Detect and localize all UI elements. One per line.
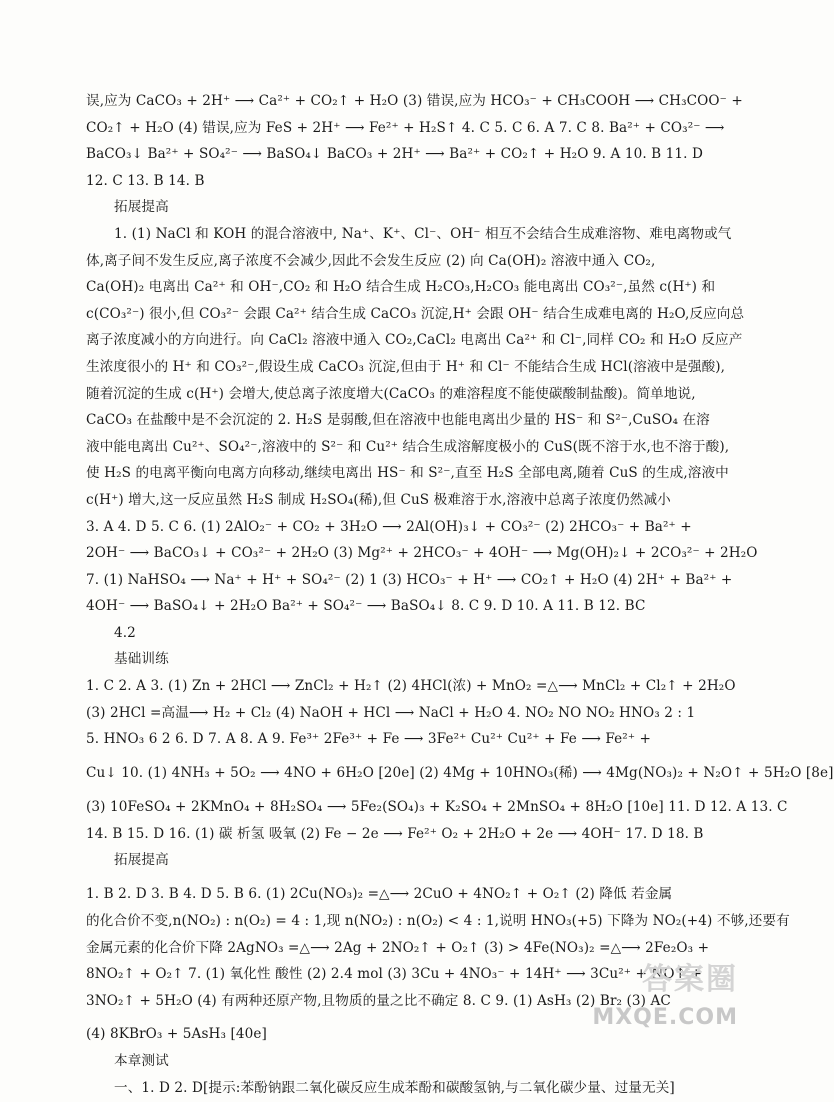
watermark-logo-text: 答案圈 bbox=[642, 962, 738, 997]
section-heading: 本章测试 bbox=[114, 1053, 169, 1070]
site-watermark bbox=[592, 944, 750, 1036]
text-line: 液中能电离出 Cu²⁺、SO₄²⁻,溶液中的 S²⁻ 和 Cu²⁺ 结合生成溶解度极小的 CuS(既不溶于水,也不溶于酸), bbox=[86, 438, 730, 455]
text-line: CO₂↑ + H₂O (4) 错误,应为 FeS + 2H⁺ ⟶ Fe²⁺ + H₂S↑ 4. C 5. C 6. A 7. C 8. Ba²⁺ + CO₃²⁻ ⟶ bbox=[86, 119, 725, 136]
text-line: 14. B 15. D 16. (1) 碳 析氢 吸氧 (2) Fe − 2e ⟶ Fe²⁺ O₂ + 2H₂O + 2e ⟶ 4OH⁻ 17. D 18. B bbox=[86, 825, 704, 842]
text-line: (4) 8KBrO₃ + 5AsH₃ [40e] bbox=[86, 1026, 267, 1043]
text-line: 一、1. D 2. D[提示:苯酚钠跟二氧化碳反应生成苯酚和碳酸氢钠,与二氧化碳少量、过量无关] bbox=[114, 1080, 675, 1096]
section-heading: 拓展提高 bbox=[114, 199, 169, 216]
text-line: 生浓度很小的 H⁺ 和 CO₃²⁻,假设生成 CaCO₃ 沉淀,但由于 H⁺ 和 Cl⁻ 不能结合生成 HCl(溶液中是强酸), bbox=[86, 358, 726, 375]
text-line: Cu↓ 10. (1) 4NH₃ + 5O₂ ⟶ 4NO + 6H₂O [20e] (2) 4Mg + 10HNO₃(稀) ⟶ 4Mg(NO₃)₂ + N₂O↑ + 5H₂O [8e] bbox=[86, 764, 834, 781]
text-line: 12. C 13. B 14. B bbox=[86, 172, 205, 189]
text-line: 1. C 2. A 3. (1) Zn + 2HCl ⟶ ZnCl₂ + H₂↑ (2) 4HCl(浓) + MnO₂ =△⟶ MnCl₂ + Cl₂↑ + 2H₂O bbox=[86, 678, 736, 695]
text-line: 4.2 bbox=[114, 624, 136, 641]
text-line: 金属元素的化合价下降 2AgNO₃ =△⟶ 2Ag + 2NO₂↑ + O₂↑ (3) > 4Fe(NO₃)₂ =△⟶ 2Fe₂O₃ + bbox=[86, 939, 710, 956]
text-line: 7. (1) NaHSO₄ ⟶ Na⁺ + H⁺ + SO₄²⁻ (2) 1 (3) HCO₃⁻ + H⁺ ⟶ CO₂↑ + H₂O (4) 2H⁺ + Ba²⁺ + bbox=[86, 571, 733, 588]
section-heading: 基础训练 bbox=[114, 651, 169, 668]
text-line: 体,离子间不发生反应,离子浓度不会减少,因此不会发生反应 (2) 向 Ca(OH)₂ 溶液中通入 CO₂, bbox=[86, 252, 656, 269]
text-line: CaCO₃ 在盐酸中是不会沉淀的 2. H₂S 是弱酸,但在溶液中也能电离出少量的 HS⁻ 和 S²⁻,CuSO₄ 在溶 bbox=[86, 412, 710, 429]
text-line: 误,应为 CaCO₃ + 2H⁺ ⟶ Ca²⁺ + CO₂↑ + H₂O (3) 错误,应为 HCO₃⁻ + CH₃COOH ⟶ CH₃COO⁻ + bbox=[86, 93, 743, 109]
text-line: 3NO₂↑ + 5H₂O (4) 有两种还原产物,且物质的量之比不确定 8. C 9. (1) AsH₃ (2) Br₂ (3) AC bbox=[86, 992, 671, 1009]
text-line: 随着沉淀的生成 c(H⁺) 会增大,使总离子浓度增大(CaCO₃ 的难溶程度不能使碳酸制盐酸)。简单地说, bbox=[86, 385, 696, 402]
text-line: 2OH⁻ ⟶ BaCO₃↓ + CO₃²⁻ + 2H₂O (3) Mg²⁺ + 2HCO₃⁻ + 4OH⁻ ⟶ Mg(OH)₂↓ + 2CO₃²⁻ + 2H₂O bbox=[86, 545, 758, 562]
text-line: c(CO₃²⁻) 很小,但 CO₃²⁻ 会跟 Ca²⁺ 结合生成 CaCO₃ 沉淀,H⁺ 会跟 OH⁻ 结合生成难电离的 H₂O,反应向总 bbox=[86, 305, 745, 322]
text-line: 1. (1) NaCl 和 KOH 的混合溶液中, Na⁺、K⁺、Cl⁻、OH⁻ 相互不会结合生成难溶物、难电离物或气 bbox=[114, 225, 732, 242]
text-line: 5. HNO₃ 6 2 6. D 7. A 8. A 9. Fe³⁺ 2Fe³⁺ + Fe ⟶ 3Fe²⁺ Cu²⁺ Cu²⁺ + Fe ⟶ Fe²⁺ + bbox=[86, 731, 652, 748]
text-line: 1. B 2. D 3. B 4. D 5. B 6. (1) 2Cu(NO₃)₂ =△⟶ 2CuO + 4NO₂↑ + O₂↑ (2) 降低 若金属 bbox=[86, 886, 673, 903]
text-line: 使 H₂S 的电离平衡向电离方向移动,继续电离出 HS⁻ 和 S²⁻,直至 H₂S 全部电离,随着 CuS 的生成,溶液中 bbox=[86, 465, 729, 482]
text-line: 3. A 4. D 5. C 6. (1) 2AlO₂⁻ + CO₂ + 3H₂O ⟶ 2Al(OH)₃↓ + CO₃²⁻ (2) 2HCO₃⁻ + Ba²⁺ + bbox=[86, 518, 692, 535]
text-line: 8NO₂↑ + O₂↑ 7. (1) 氧化性 酸性 (2) 2.4 mol (3) 3Cu + 4NO₃⁻ + 14H⁺ ⟶ 3Cu²⁺ + NO↑ + bbox=[86, 966, 703, 983]
text-line: (3) 2HCl =高温⟶ H₂ + Cl₂ (4) NaOH + HCl ⟶ NaCl + H₂O 4. NO₂ NO NO₂ HNO₃ 2 : 1 bbox=[86, 704, 696, 721]
section-heading: 拓展提高 bbox=[114, 852, 169, 869]
text-line: BaCO₃↓ Ba²⁺ + SO₄²⁻ ⟶ BaSO₄↓ BaCO₃ + 2H⁺ ⟶ Ba²⁺ + CO₂↑ + H₂O 9. A 10. B 11. D bbox=[86, 146, 704, 163]
text-line: (3) 10FeSO₄ + 2KMnO₄ + 8H₂SO₄ ⟶ 5Fe₂(SO₄)₃ + K₂SO₄ + 2MnSO₄ + 8H₂O [10e] 11. D 12. A 13. C bbox=[86, 798, 788, 815]
text-line: c(H⁺) 增大,这一反应虽然 H₂S 制成 H₂SO₄(稀),但 CuS 极难溶于水,溶液中总离子浓度仍然减小 bbox=[86, 491, 671, 508]
watermark-url-text: MXQE.COM bbox=[592, 1005, 738, 1030]
text-line: 的化合价不变,n(NO₂) : n(O₂) = 4 : 1,现 n(NO₂) : n(O₂) < 4 : 1,说明 HNO₃(+5) 下降为 NO₂(+4) 不够,还要有 bbox=[86, 913, 790, 930]
text-line: 4OH⁻ ⟶ BaSO₄↓ + 2H₂O Ba²⁺ + SO₄²⁻ ⟶ BaSO₄↓ 8. C 9. D 10. A 11. B 12. BC bbox=[86, 598, 646, 615]
text-line: 离子浓度减小的方向进行。向 CaCl₂ 溶液中通入 CO₂,CaCl₂ 电离出 Ca²⁺ 和 Cl⁻,同样 CO₂ 和 H₂O 反应产 bbox=[86, 332, 743, 349]
text-line: Ca(OH)₂ 电离出 Ca²⁺ 和 OH⁻,CO₂ 和 H₂O 结合生成 H₂CO₃,H₂CO₃ 能电离出 CO₃²⁻,虽然 c(H⁺) 和 bbox=[86, 279, 716, 296]
